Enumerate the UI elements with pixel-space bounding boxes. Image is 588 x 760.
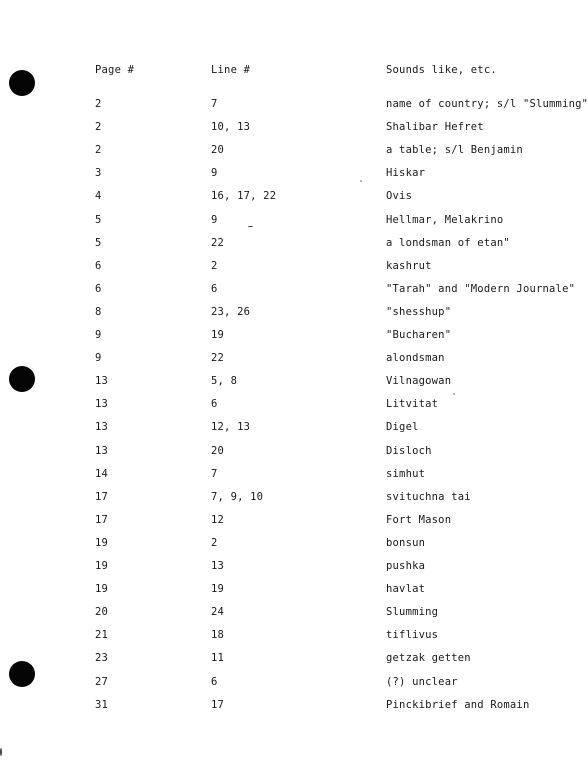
table-row	[0, 212, 588, 228]
cell-page: 13	[95, 444, 109, 457]
cell-page: 14	[95, 467, 109, 480]
table-row	[0, 489, 588, 505]
cell-page: 19	[95, 536, 109, 549]
cell-sounds-like: Digel	[386, 421, 419, 434]
cell-line: 11	[211, 652, 225, 665]
cell-sounds-like: tiflivus	[386, 629, 439, 642]
cell-line: 6	[211, 398, 218, 411]
cell-sounds-like: alondsman	[386, 352, 445, 365]
paper-speck	[0, 748, 2, 756]
cell-sounds-like: (?) unclear	[386, 675, 458, 688]
cell-page: 2	[95, 144, 102, 157]
cell-sounds-like: svituchna tai	[386, 490, 471, 503]
cell-page: 21	[95, 629, 109, 642]
cell-line: 6	[211, 675, 218, 688]
table-row	[0, 281, 588, 297]
cell-sounds-like: Ovis	[386, 190, 413, 203]
cell-sounds-like: kashrut	[386, 259, 432, 272]
cell-page: 17	[95, 513, 109, 526]
cell-page: 13	[95, 398, 109, 411]
cell-line: 12	[211, 513, 225, 526]
cell-line: 20	[211, 444, 225, 457]
table-row	[0, 535, 588, 551]
cell-page: 27	[95, 675, 109, 688]
cell-sounds-like: bonsun	[386, 536, 426, 549]
cell-line: 13	[211, 560, 225, 572]
table-row	[0, 581, 588, 597]
table-row	[0, 650, 588, 666]
cell-sounds-like: havlat	[386, 583, 426, 596]
cell-line: 22	[211, 352, 225, 365]
table-row	[0, 258, 588, 274]
cell-line: 24	[211, 606, 225, 619]
cell-line: 12, 13	[211, 421, 251, 434]
cell-sounds-like: "shesshup"	[386, 305, 452, 318]
cell-page: 8	[95, 305, 102, 318]
cell-sounds-like: Shalibar Hefret	[386, 121, 484, 134]
cell-line: 23, 26	[211, 305, 251, 318]
cell-sounds-like: Litvitat	[386, 398, 439, 411]
table-row	[0, 627, 588, 643]
cell-line: 6	[211, 282, 218, 295]
header-page: Page #	[95, 64, 135, 76]
cell-line: 5, 8	[211, 375, 238, 388]
cell-line: 7, 9, 10	[211, 490, 264, 503]
table-row	[0, 419, 588, 435]
cell-sounds-like: getzak getten	[386, 652, 471, 665]
table-row	[0, 119, 588, 135]
cell-line: 19	[211, 329, 225, 341]
cell-line: 7	[211, 98, 218, 110]
cell-page: 9	[95, 352, 102, 365]
cell-line: 18	[211, 629, 225, 642]
cell-line: 2	[211, 259, 218, 272]
cell-line: 19	[211, 583, 225, 596]
cell-page: 5	[95, 236, 102, 249]
table-row	[0, 327, 588, 343]
cell-sounds-like: Fort Mason	[386, 513, 452, 526]
table-row	[0, 165, 588, 181]
cell-page: 17	[95, 490, 109, 503]
cell-page: 4	[95, 190, 102, 203]
cell-page: 2	[95, 98, 102, 110]
table-row	[0, 674, 588, 690]
cell-page: 13	[95, 375, 109, 388]
cell-sounds-like: "Tarah" and "Modern Journale"	[386, 282, 576, 295]
cell-page: 5	[95, 213, 102, 226]
table-row	[0, 350, 588, 366]
cell-page: 19	[95, 560, 109, 572]
cell-line: 16, 17, 22	[211, 190, 277, 203]
cell-line: 9	[211, 167, 218, 180]
table-row	[0, 373, 588, 389]
table-row	[0, 466, 588, 482]
cell-sounds-like: name of country; s/l "Slumming"	[386, 98, 588, 110]
table-row	[0, 697, 588, 713]
cell-sounds-like: a londsman of etan"	[386, 236, 510, 249]
table-row	[0, 96, 588, 112]
cell-line: 10, 13	[211, 121, 251, 134]
cell-line: 22	[211, 236, 225, 249]
table-row	[0, 142, 588, 158]
cell-line: 9	[211, 213, 218, 226]
cell-sounds-like: simhut	[386, 467, 426, 480]
cell-page: 6	[95, 259, 102, 272]
cell-line: 7	[211, 467, 218, 480]
cell-sounds-like: pushka	[386, 560, 426, 572]
cell-page: 2	[95, 121, 102, 134]
cell-page: 9	[95, 329, 102, 341]
cell-page: 19	[95, 583, 109, 596]
cell-sounds-like: Hellmar, Melakrino	[386, 213, 504, 226]
table-row	[0, 604, 588, 620]
cell-sounds-like: Vilnagowan	[386, 375, 452, 388]
table-row	[0, 558, 588, 574]
cell-page: 3	[95, 167, 102, 180]
table-row	[0, 396, 588, 412]
cell-line: 20	[211, 144, 225, 157]
cell-page: 31	[95, 698, 109, 711]
header-line: Line #	[211, 64, 251, 76]
cell-line: 2	[211, 536, 218, 549]
table-row	[0, 512, 588, 528]
cell-page: 23	[95, 652, 109, 665]
cell-sounds-like: Hiskar	[386, 167, 426, 180]
cell-line: 17	[211, 698, 225, 711]
cell-sounds-like: Disloch	[386, 444, 432, 457]
cell-page: 6	[95, 282, 102, 295]
table-row	[0, 235, 588, 251]
table-row	[0, 443, 588, 459]
header-sounds-like: Sounds like, etc.	[386, 64, 497, 76]
cell-page: 20	[95, 606, 109, 619]
cell-sounds-like: Slumming	[386, 606, 439, 619]
table-header	[0, 62, 588, 78]
table-row	[0, 188, 588, 204]
cell-sounds-like: Pinckibrief and Romain	[386, 698, 530, 711]
cell-sounds-like: a table; s/l Benjamin	[386, 144, 523, 157]
cell-sounds-like: "Bucharen"	[386, 329, 452, 341]
paper-speck	[453, 393, 455, 395]
cell-page: 13	[95, 421, 109, 434]
table-row	[0, 304, 588, 320]
